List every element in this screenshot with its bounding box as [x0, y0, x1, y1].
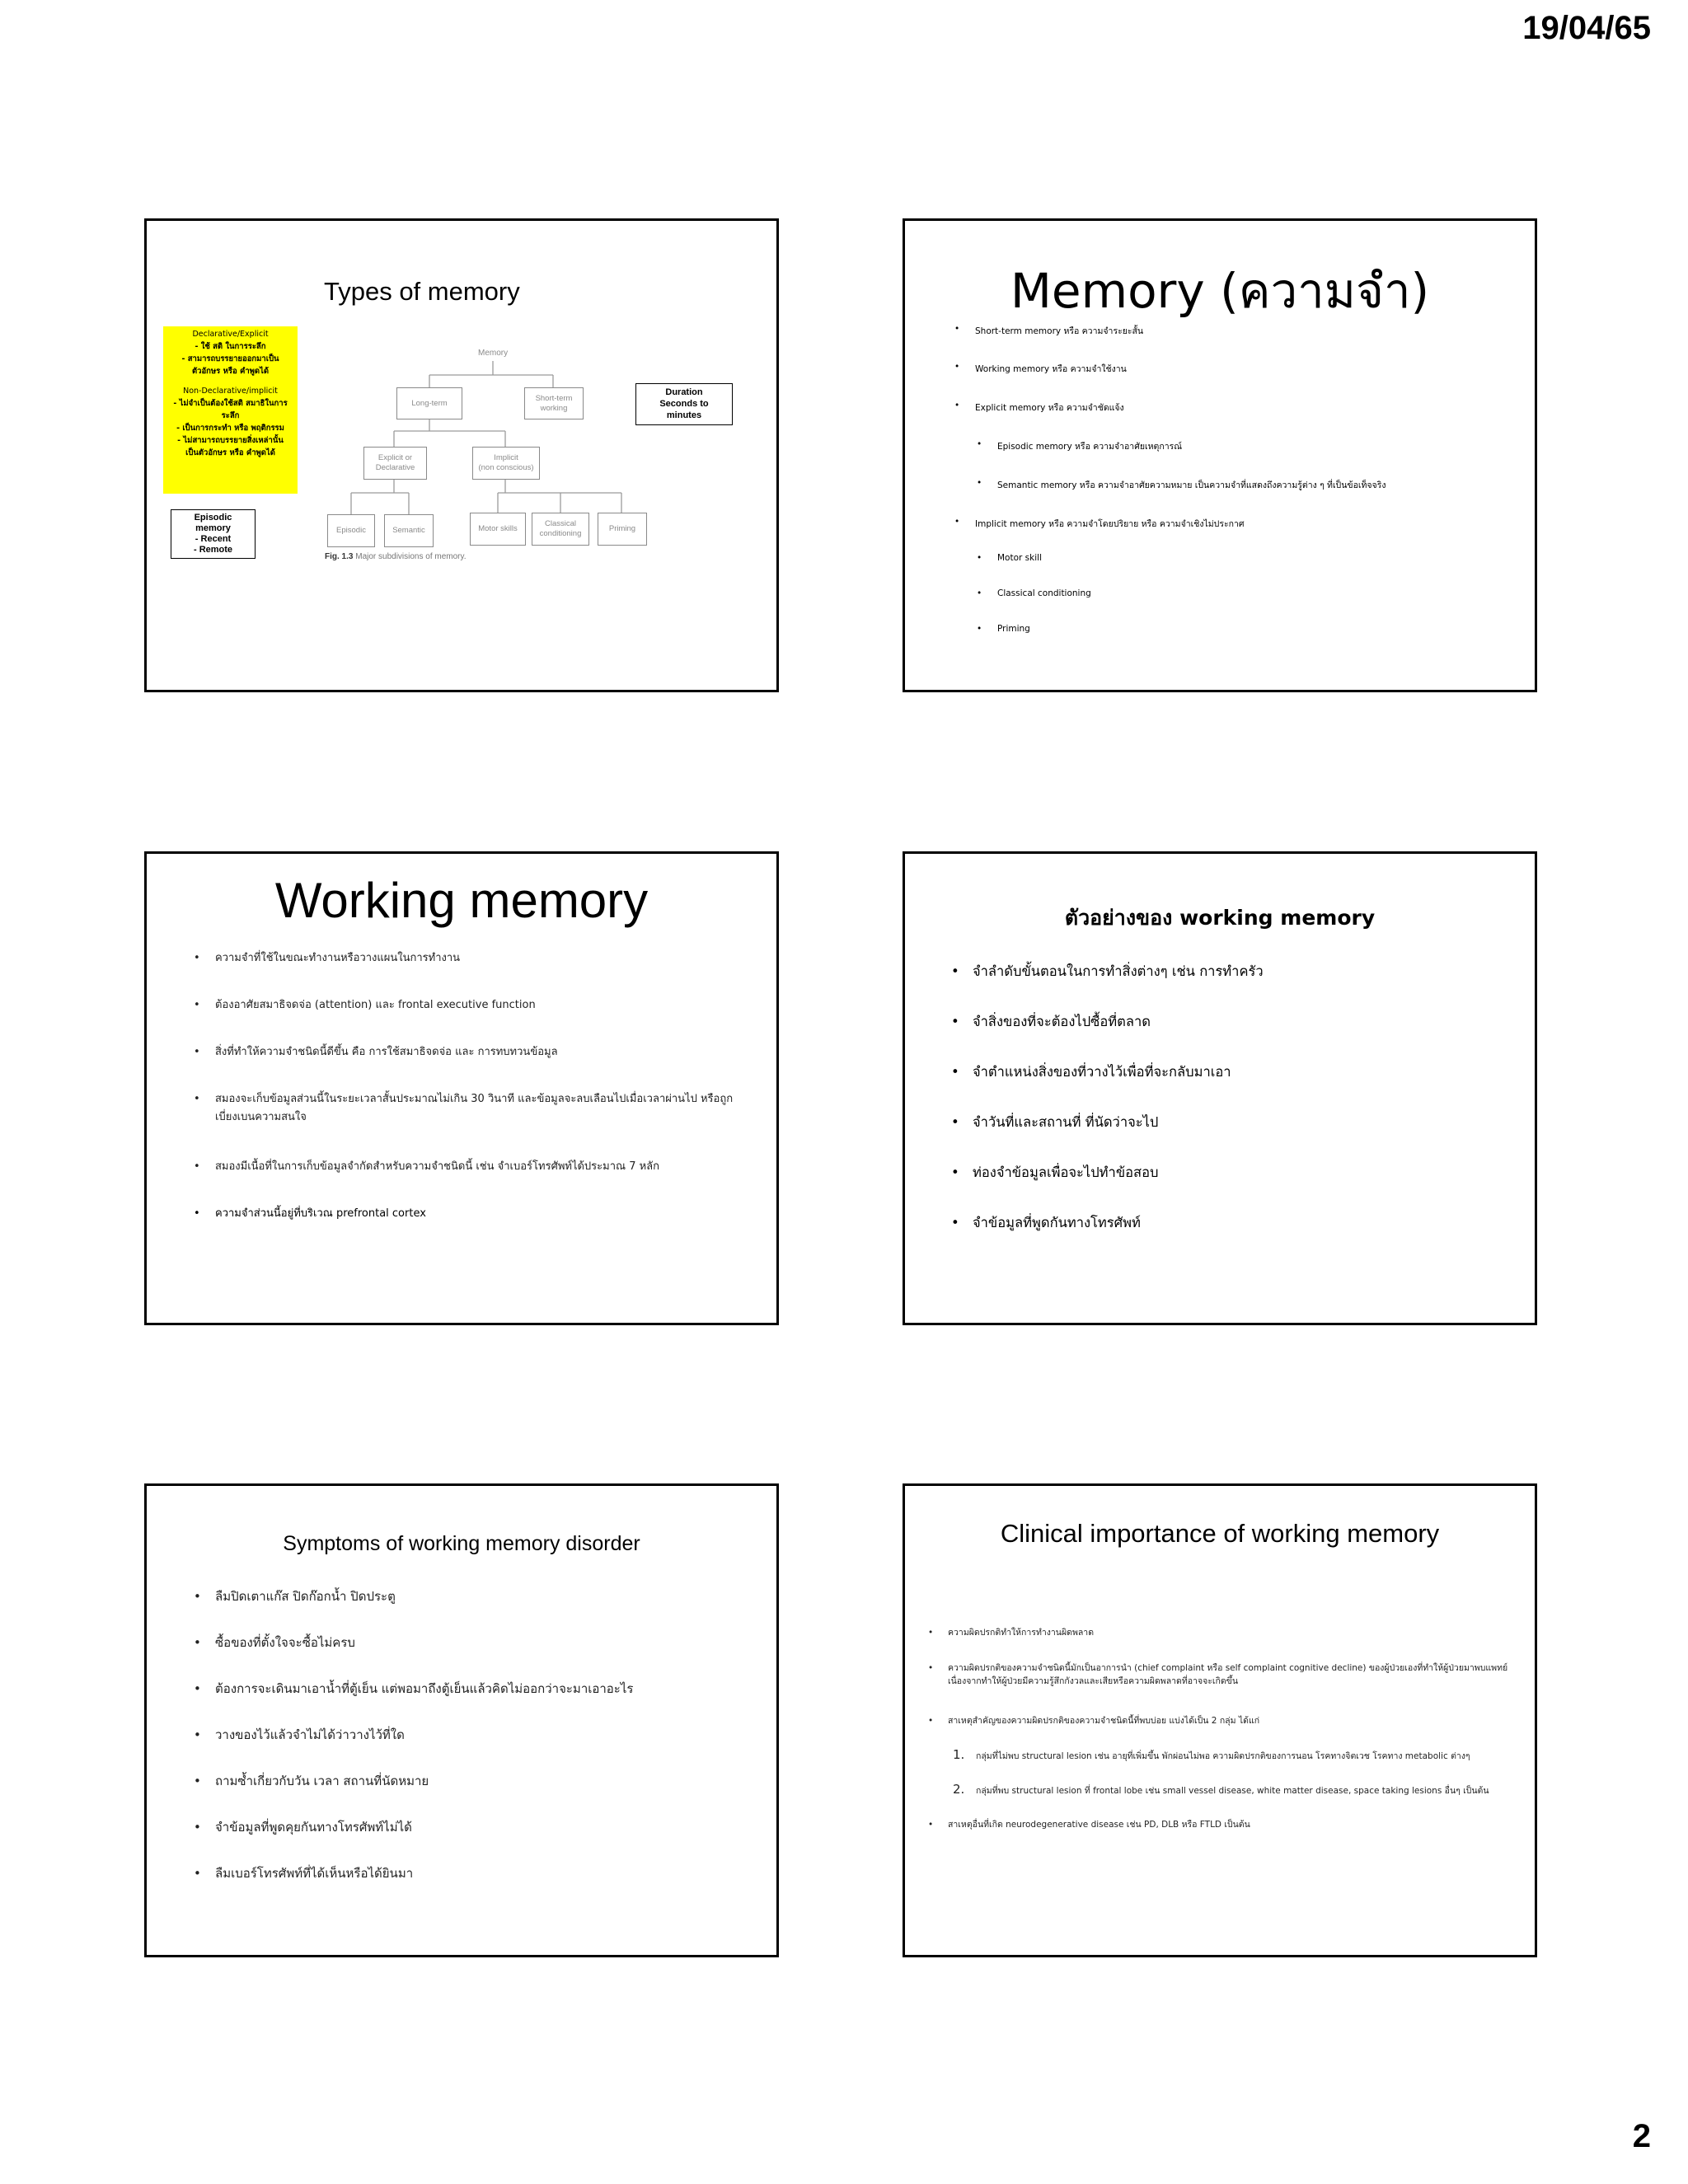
- item-text: Motor skill: [997, 553, 1042, 563]
- list-item: • ความผิดปรกติของความจำชนิดนี้มักเป็นอาการนำ (chief complaint หรือ self complaint cognitive decline) ของผู้ป่วยเองที่ทำให้ผู้ป่วยมาพบแพทย์ เนื่องจากทำให้ผู้ป่วยมีความรู้สึกกังวลและเสียหรือความผิดพลาดที่อาจจะเกิดขึ้น: [928, 1661, 1522, 1688]
- item-text: จำลำดับขั้นตอนในการทำสิ่งต่างๆ เช่น การทำครัว: [973, 963, 1264, 979]
- working-memory-list: [194, 949, 743, 1230]
- list-item: [953, 1784, 1522, 1797]
- item-text: สิ่งที่ทำให้ความจำชนิดนี้ดีขึ้น คือ การใช้สมาธิจดจ่อ และ การทบทวนข้อมูล: [215, 1046, 558, 1058]
- list-item: • สมองจะเก็บข้อมูลส่วนนี้ในระยะเวลาสั้นประมาณไม่เกิน 30 วินาที และข้อมูลจะลบเลือนไปเมื่อเวลาผ่านไป หรือถูกเบี่ยงเบนความสนใจ: [194, 1093, 734, 1123]
- slide-title: Working memory: [274, 873, 649, 928]
- header-date: 19/04/65: [1522, 10, 1651, 46]
- note-line: - ไม่สามารถบรรยายสิ่งเหล่านั้น: [177, 436, 284, 445]
- item-text: ความจำส่วนนี้อยู่ที่บริเวณ prefrontal cortex: [215, 1207, 426, 1220]
- item-text: กลุ่มที่พบ structural lesion ที่ frontal lobe เช่น small vessel disease, white matter disease, space taking lesions อื่นๆ เป็นต้น: [976, 1786, 1489, 1796]
- item-text: สมองจะเก็บข้อมูลส่วนนี้ในระยะเวลาสั้นประมาณไม่เกิน 30 วินาที และข้อมูลจะลบเลือนไปเมื่อเวลาผ่านไป หรือถูกเบี่ยงเบนความสนใจ: [215, 1093, 734, 1123]
- note-line: - ไม่จำเป็นต้องใช้สติ สมาธิในการ: [173, 399, 288, 408]
- note-line: Non-Declarative/implicit: [183, 387, 278, 396]
- slide-title: Types of memory: [324, 277, 520, 306]
- item-text: ความผิดปรกติของความจำชนิดนี้มักเป็นอาการนำ (chief complaint หรือ self complaint cognitive decline) ของผู้ป่วยเองที่ทำให้ผู้ป่วยมาพบแพทย์ เนื่องจากทำให้ผู้ป่วยมีความรู้สึกกังวลและเสียหรือความผิดพลาดที่อาจจะเกิดขึ้น: [948, 1663, 1508, 1686]
- node-label: Explicit or: [377, 453, 413, 462]
- list-item: • จำข้อมูลที่พูดคุยกันทางโทรศัพท์ไม่ได้: [194, 1820, 412, 1835]
- memory-tree-lines: [147, 221, 776, 690]
- node-label: (non conscious): [478, 463, 534, 472]
- item-text: Explicit memory หรือ ความจำชัดแจ้ง: [975, 403, 1124, 413]
- list-item: • ความจำส่วนนี้อยู่ที่บริเวณ prefrontal cortex: [194, 1207, 426, 1220]
- box-line: - Recent: [195, 534, 232, 544]
- slide-types-of-memory: [144, 218, 779, 692]
- item-number: 2.: [953, 1782, 965, 1797]
- list-item: • ความจำที่ใช้ในขณะทำงานหรือวางแผนในการทำงาน: [194, 952, 461, 964]
- note-line: Declarative/Explicit: [192, 330, 269, 339]
- sub-list-item: • Priming: [977, 624, 1030, 634]
- node-label: Implicit: [494, 453, 518, 462]
- note-line: ระลึก: [221, 411, 240, 420]
- symptoms-list: [194, 1587, 743, 1889]
- tree-node-implicit: [472, 447, 540, 480]
- item-text: ลืมปิดเตาแก๊ส ปิดก๊อกน้ำ ปิดประตู: [215, 1589, 396, 1604]
- list-item: • จำสิ่งของที่จะต้องไปซื้อที่ตลาด: [951, 1014, 1151, 1029]
- item-text: สาเหตุอื่นที่เกิด neurodegenerative disease เช่น PD, DLB หรือ FTLD เป็นต้น: [948, 1820, 1250, 1830]
- list-item: • ต้องอาศัยสมาธิจดจ่อ (attention) และ frontal executive function: [194, 999, 536, 1011]
- node-label: Episodic: [336, 526, 366, 535]
- list-item: • Working memory หรือ ความจำใช้งาน: [954, 362, 1127, 374]
- list-item: • Explicit memory หรือ ความจำชัดแจ้ง: [954, 401, 1124, 413]
- item-text: Working memory หรือ ความจำใช้งาน: [975, 364, 1127, 374]
- box-line: Duration: [665, 387, 703, 397]
- box-line: memory: [195, 523, 231, 533]
- list-item: • ซื้อของที่ตั้งใจจะซื้อไม่ครบ: [194, 1635, 355, 1650]
- item-text: Classical conditioning: [997, 588, 1091, 598]
- item-text: จำวันที่และสถานที่ ที่นัดว่าจะไป: [973, 1114, 1159, 1130]
- box-line: - Remote: [193, 545, 233, 555]
- item-text: ความจำที่ใช้ในขณะทำงานหรือวางแผนในการทำงาน: [215, 952, 461, 964]
- tree-node-semantic: [384, 514, 434, 547]
- item-number: 1.: [953, 1747, 965, 1762]
- list-item: • ความผิดปรกติทำให้การทำงานผิดพลาด: [928, 1626, 1522, 1639]
- item-text: กลุ่มที่ไม่พบ structural lesion เช่น อายุที่เพิ่มขึ้น พักผ่อนไม่พอ ความผิดปรกติของการนอน โรคทางจิตเวช โรคทาง metabolic ต่างๆ: [976, 1751, 1470, 1761]
- slide-working-memory: [144, 851, 779, 1325]
- slide-title: Symptoms of working memory disorder: [283, 1532, 640, 1555]
- box-line: Episodic: [194, 513, 232, 523]
- item-text: ซื้อของที่ตั้งใจจะซื้อไม่ครบ: [215, 1635, 355, 1650]
- list-item: • ลืมเบอร์โทรศัพท์ที่ได้เห็นหรือได้ยินมา: [194, 1866, 414, 1881]
- item-text: Semantic memory หรือ ความจำอาศัยความหมาย เป็นความจำที่แสดงถึงความรู้ต่าง ๆ ที่เป็นข้อเท็จจริง: [997, 480, 1386, 490]
- slide-title: Clinical importance of working memory: [1000, 1519, 1440, 1548]
- list-item: • ต้องการจะเดินมาเอาน้ำที่ตู้เย็น แต่พอมาถึงตู้เย็นแล้วคิดไม่ออกว่าจะมาเอาอะไร: [194, 1681, 634, 1696]
- note-line: เป็นตัวอักษร หรือ คำพูดได้: [185, 448, 275, 457]
- list-item: • Short-term memory หรือ ความจำระยะสั้น: [954, 324, 1144, 336]
- node-label: conditioning: [539, 529, 582, 538]
- item-text: Priming: [997, 624, 1030, 634]
- slide-clinical-importance: [903, 1483, 1537, 1957]
- tree-node-short-term: [524, 387, 584, 419]
- note-line: - สามารถบรรยายออกมาเป็น: [181, 354, 279, 363]
- item-text: จำข้อมูลที่พูดคุยกันทางโทรศัพท์ไม่ได้: [215, 1820, 412, 1835]
- caption-label: Fig. 1.3: [325, 552, 354, 561]
- tree-root-memory: Memory: [478, 349, 509, 358]
- sub-list-item: • Classical conditioning: [977, 588, 1091, 598]
- item-text: ถามซ้ำเกี่ยวกับวัน เวลา สถานที่นัดหมาย: [215, 1774, 429, 1788]
- slide-memory: [903, 218, 1537, 692]
- tree-node-long-term: [396, 387, 462, 419]
- list-item: • ท่องจำข้อมูลเพื่อจะไปทำข้อสอบ: [951, 1165, 1159, 1180]
- examples-list: [951, 963, 1508, 1247]
- sub-list-item: • Semantic memory หรือ ความจำอาศัยความหมาย เป็นความจำที่แสดงถึงความรู้ต่าง ๆ ที่เป็นข้อเท็จจริง: [977, 478, 1386, 490]
- item-text: Implicit memory หรือ ความจำโดยปริยาย หรือ ความจำเชิงไม่ประกาศ: [975, 519, 1245, 529]
- page-number: 2: [1632, 2118, 1651, 2154]
- item-text: Episodic memory หรือ ความจำอาศัยเหตุการณ์: [997, 442, 1182, 452]
- item-text: ต้องอาศัยสมาธิจดจ่อ (attention) และ frontal executive function: [215, 999, 536, 1011]
- slide-title: Memory (ความจำ): [1010, 263, 1430, 319]
- item-text: สมองมีเนื้อที่ในการเก็บข้อมูลจำกัดสำหรับความจำชนิดนี้ เช่น จำเบอร์โทรศัพท์ได้ประมาณ 7 หลัก: [215, 1160, 660, 1173]
- item-text: วางของไว้แล้วจำไม่ได้ว่าวางไว้ที่ใด: [215, 1727, 405, 1742]
- note-line: - ใช้ สติ ในการระลึก: [195, 342, 266, 351]
- item-text: ต้องการจะเดินมาเอาน้ำที่ตู้เย็น แต่พอมาถึงตู้เย็นแล้วคิดไม่ออกว่าจะมาเอาอะไร: [215, 1681, 634, 1696]
- list-item: • ถามซ้ำเกี่ยวกับวัน เวลา สถานที่นัดหมาย: [194, 1774, 429, 1788]
- item-text: ท่องจำข้อมูลเพื่อจะไปทำข้อสอบ: [973, 1165, 1159, 1180]
- list-item: [953, 1747, 1522, 1763]
- box-line: Seconds to: [659, 399, 709, 409]
- figure-caption: [325, 552, 467, 561]
- sub-list-item: • Motor skill: [977, 553, 1042, 563]
- item-text: Short-term memory หรือ ความจำระยะสั้น: [975, 326, 1144, 336]
- tree-node-episodic: [327, 514, 375, 547]
- node-label: Declarative: [375, 463, 415, 472]
- tree-node-motor-skills: [470, 513, 526, 546]
- slide-symptoms: [144, 1483, 779, 1957]
- node-label: Short-term: [535, 393, 573, 403]
- item-text: จำตำแหน่งสิ่งของที่วางไว้เพื่อที่จะกลับมาเอา: [973, 1064, 1231, 1080]
- list-item: • สาเหตุสำคัญของความผิดปรกติของความจำชนิดนี้ที่พบบ่อย แบ่งได้เป็น 2 กลุ่ม ได้แก่: [928, 1714, 1522, 1727]
- node-label: Priming: [608, 524, 636, 533]
- slide-working-memory-examples: [903, 851, 1537, 1325]
- list-item: • สาเหตุอื่นที่เกิด neurodegenerative disease เช่น PD, DLB หรือ FTLD เป็นต้น: [928, 1818, 1522, 1831]
- list-item: • ลืมปิดเตาแก๊ส ปิดก๊อกน้ำ ปิดประตู: [194, 1589, 396, 1604]
- node-label: Semantic: [392, 526, 425, 535]
- list-item: • วางของไว้แล้วจำไม่ได้ว่าวางไว้ที่ใด: [194, 1727, 405, 1742]
- sub-list-item: • Episodic memory หรือ ความจำอาศัยเหตุการณ์: [977, 439, 1182, 452]
- item-text: ความผิดปรกติทำให้การทำงานผิดพลาด: [948, 1628, 1095, 1638]
- note-line: ตัวอักษร หรือ คำพูดได้: [191, 367, 270, 376]
- node-label: Motor skills: [478, 524, 518, 533]
- list-item: • จำตำแหน่งสิ่งของที่วางไว้เพื่อที่จะกลับมาเอา: [951, 1064, 1231, 1080]
- node-label: Long-term: [411, 398, 448, 408]
- tree-node-priming: [598, 513, 647, 546]
- box-line: minutes: [666, 410, 702, 420]
- list-item: • สมองมีเนื้อที่ในการเก็บข้อมูลจำกัดสำหรับความจำชนิดนี้ เช่น จำเบอร์โทรศัพท์ได้ประมาณ 7 หลัก: [194, 1160, 660, 1173]
- tree-node-explicit: [363, 447, 427, 480]
- list-item: • สิ่งที่ทำให้ความจำชนิดนี้ดีขึ้น คือ การใช้สมาธิจดจ่อ และ การทบทวนข้อมูล: [194, 1046, 558, 1058]
- list-item: • Implicit memory หรือ ความจำโดยปริยาย หรือ ความจำเชิงไม่ประกาศ: [954, 517, 1245, 529]
- note-line: - เป็นการกระทำ หรือ พฤติกรรม: [176, 424, 284, 433]
- node-label: working: [540, 403, 568, 413]
- list-item: • จำลำดับขั้นตอนในการทำสิ่งต่างๆ เช่น การทำครัว: [951, 963, 1264, 979]
- node-label: Classical: [544, 519, 576, 528]
- item-text: สาเหตุสำคัญของความผิดปรกติของความจำชนิดนี้ที่พบบ่อย แบ่งได้เป็น 2 กลุ่ม ได้แก่: [948, 1716, 1260, 1726]
- list-item: • จำวันที่และสถานที่ ที่นัดว่าจะไป: [951, 1114, 1159, 1130]
- slide-title: ตัวอย่างของ working memory: [1064, 906, 1376, 930]
- list-item: • จำข้อมูลที่พูดกันทางโทรศัพท์: [951, 1215, 1141, 1230]
- tree-node-classical-conditioning: [532, 513, 589, 546]
- item-text: จำข้อมูลที่พูดกันทางโทรศัพท์: [973, 1215, 1141, 1230]
- item-text: จำสิ่งของที่จะต้องไปซื้อที่ตลาด: [973, 1014, 1151, 1029]
- item-text: ลืมเบอร์โทรศัพท์ที่ได้เห็นหรือได้ยินมา: [215, 1866, 414, 1881]
- caption-text: Major subdivisions of memory.: [355, 552, 467, 561]
